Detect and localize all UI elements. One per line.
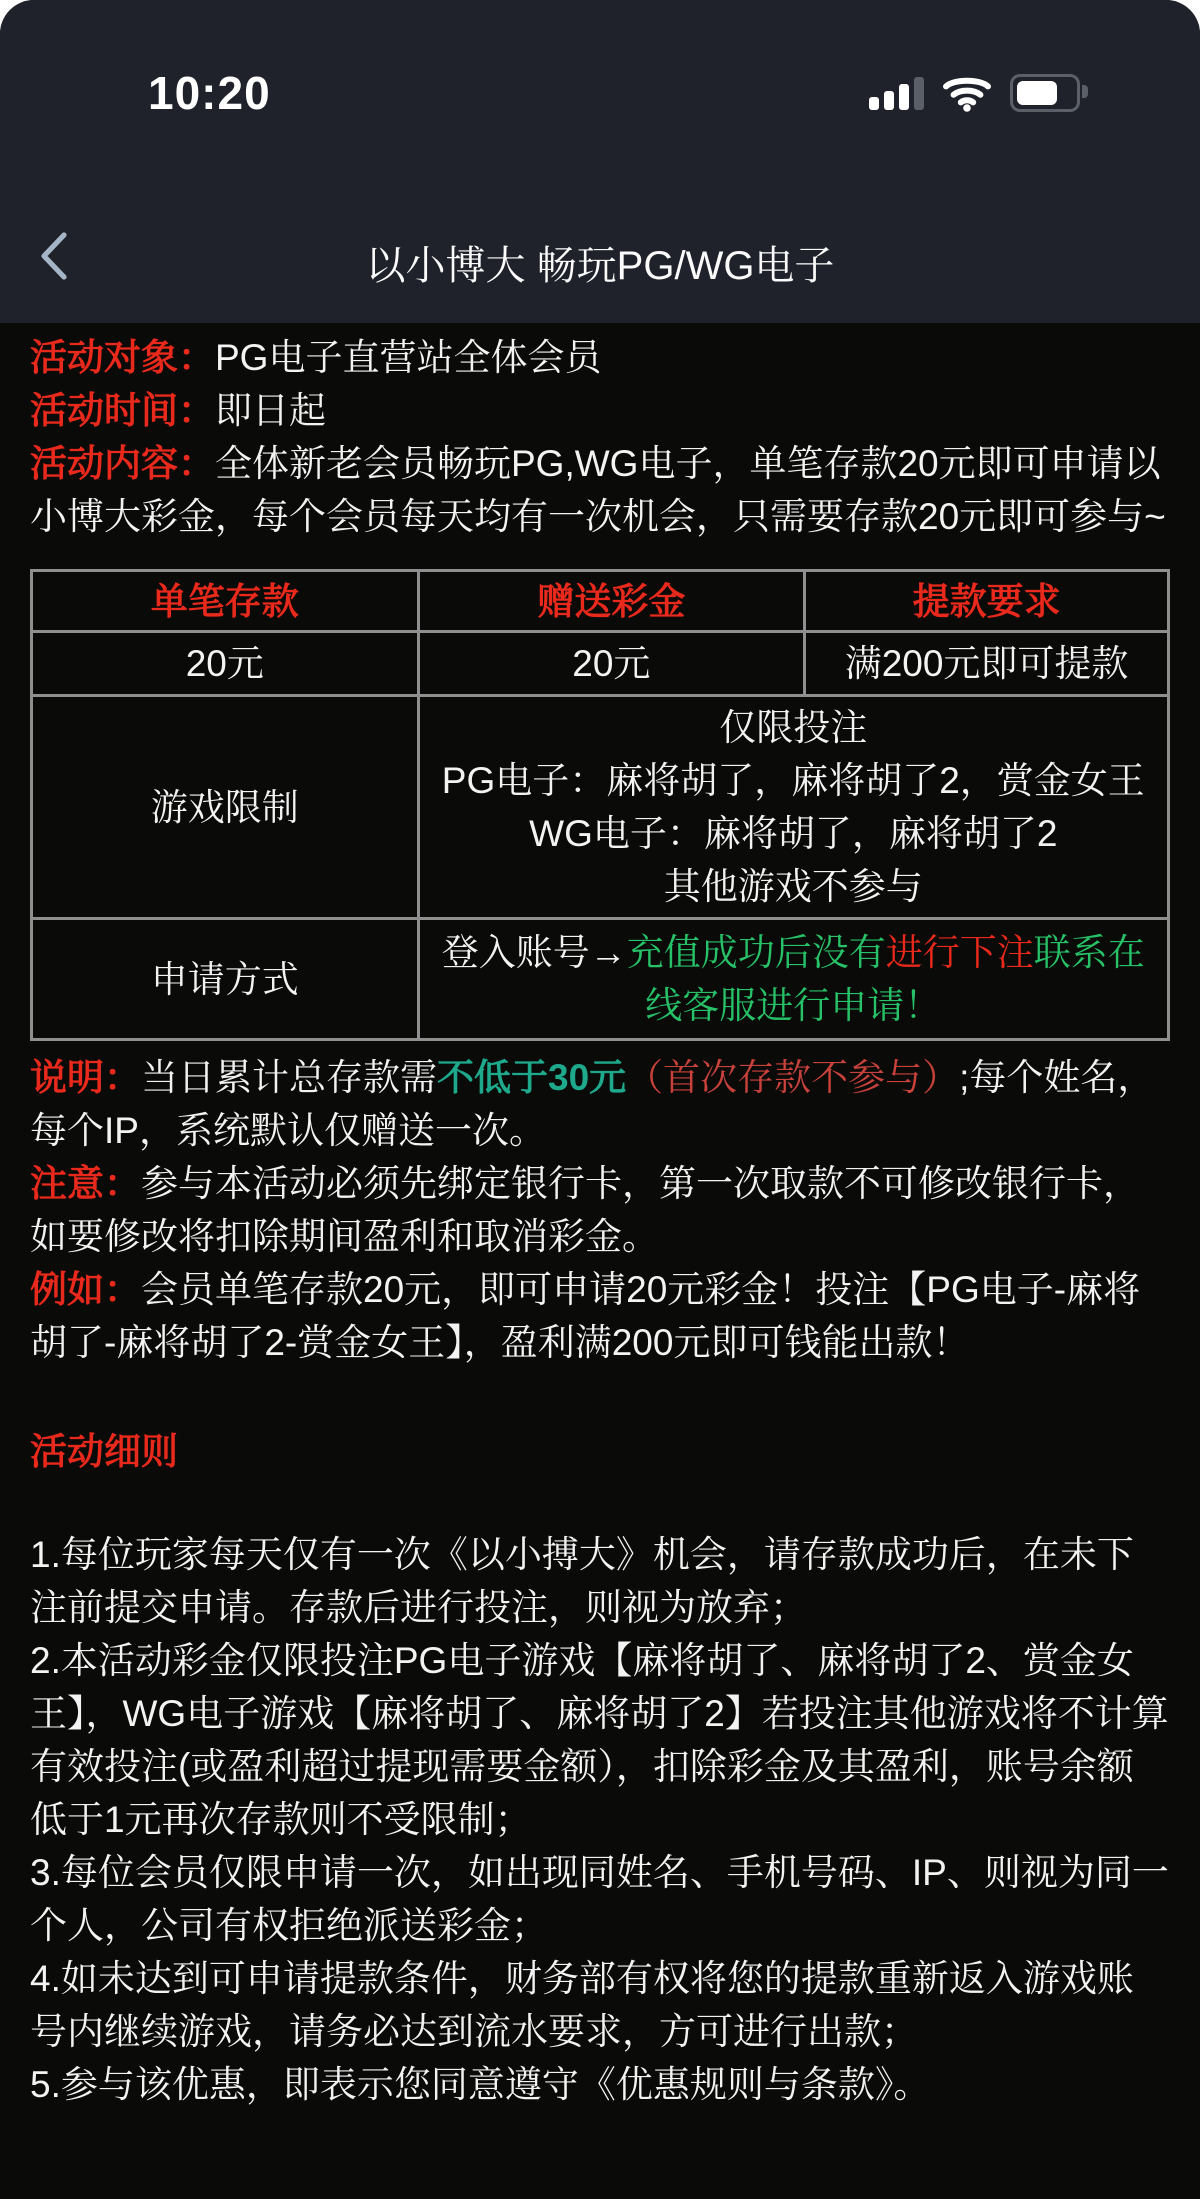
apply-segment: 登入账号→ <box>441 932 627 973</box>
header-deposit: 单笔存款 <box>32 571 419 632</box>
promo-content <box>0 323 1200 2111</box>
note-label: 说明： <box>30 1057 141 1098</box>
apply-segment: 充值成功后没有 <box>626 932 886 973</box>
field-value: 即日起 <box>215 390 326 431</box>
battery-icon <box>1010 74 1080 112</box>
cell-deposit-amount: 20元 <box>32 632 419 696</box>
note-segment: ;每个姓名，每个IP，系统默认仅赠送一次。 <box>30 1057 1155 1151</box>
note-label: 例如： <box>30 1269 141 1310</box>
cell-apply-detail <box>418 919 1168 1040</box>
field-value: PG电子直营站全体会员 <box>215 337 602 378</box>
table-game-limit-row <box>32 696 1169 919</box>
cell-bonus-amount: 20元 <box>418 632 805 696</box>
cell-game-limit-label: 游戏限制 <box>32 696 419 919</box>
table-header-row <box>32 571 1169 632</box>
table-values-row <box>32 632 1169 696</box>
field-label: 活动时间： <box>30 390 215 431</box>
apply-segment: 联系在线客服进行申请！ <box>645 932 1145 1026</box>
note-text: 参与本活动必须先绑定银行卡，第一次取款不可修改银行卡，如要修改将扣除期间盈利和取消彩金。 <box>30 1163 1140 1257</box>
note-text: 会员单笔存款20元，即可申请20元彩金！投注【PG电子-麻将胡了-麻将胡了2-赏金女王】，盈利满200元即可钱能出款！ <box>30 1269 1141 1363</box>
promo-target-line <box>30 331 1170 384</box>
rule-item: 4.如未达到可申请提款条件，财务部有权将您的提款重新返入游戏账号内继续游戏，请务必达到流水要求，方可进行出款； <box>30 1958 1134 2052</box>
header-bonus: 赠送彩金 <box>418 571 805 632</box>
cellular-signal-icon <box>869 76 924 110</box>
note-segment: （首次存款不参与） <box>626 1057 960 1098</box>
rules-title: 活动细则 <box>30 1431 178 1472</box>
rule-item: 2.本活动彩金仅限投注PG电子游戏【麻将胡了、麻将胡了2、赏金女王】，WG电子游戏【麻将胡了、麻将胡了2】若投注其他游戏将不计算有效投注(或盈利超过提现需要金额），扣除彩金及其盈利，账号余额低于1元再次存款则不受限制； <box>30 1640 1169 1840</box>
note-segment: 不低于30元 <box>437 1057 627 1098</box>
back-chevron-icon <box>40 231 68 281</box>
note-shuoming <box>30 1051 1170 1157</box>
clock-text: 10:20 <box>148 67 271 119</box>
table-apply-row <box>32 919 1169 1040</box>
promo-table <box>30 569 1170 1041</box>
note-liru <box>30 1263 1170 1369</box>
promo-detail-line <box>30 437 1170 543</box>
rules-list <box>30 1528 1170 2111</box>
game-limit-line: WG电子：麻将胡了，麻将胡了2 <box>529 813 1058 854</box>
note-zhuyi <box>30 1157 1170 1263</box>
app-header <box>0 0 1200 323</box>
note-segment: 当日累计总存款需 <box>141 1057 437 1098</box>
cell-apply-label: 申请方式 <box>32 919 419 1040</box>
page-title: 以小博大 畅玩PG/WG电子 <box>365 244 835 288</box>
rule-item: 3.每位会员仅限申请一次，如出现同姓名、手机号码、IP、则视为同一个人，公司有权拒绝派送彩金； <box>30 1852 1169 1946</box>
status-icons <box>869 70 1080 116</box>
apply-segment: 进行下注 <box>885 932 1034 973</box>
cell-withdraw-req: 满200元即可提款 <box>805 632 1169 696</box>
game-limit-line: 仅限投注 <box>719 707 868 748</box>
game-limit-line: PG电子：麻将胡了，麻将胡了2，赏金女王 <box>441 760 1145 801</box>
rule-item: 1.每位玩家每天仅有一次《以小搏大》机会，请存款成功后，在未下注前提交申请。存款后进行投注，则视为放弃； <box>30 1534 1134 1628</box>
promo-time-line <box>30 384 1170 437</box>
field-label: 活动内容： <box>30 443 215 484</box>
note-label: 注意： <box>30 1163 141 1204</box>
cell-game-limit-detail <box>418 696 1168 919</box>
field-label: 活动对象： <box>30 337 215 378</box>
header-withdraw: 提款要求 <box>805 571 1169 632</box>
rule-item: 5.参与该优惠，即表示您同意遵守《优惠规则与条款》。 <box>30 2064 931 2105</box>
field-value: 全体新老会员畅玩PG,WG电子，单笔存款20元即可申请以小博大彩金，每个会员每天均有一次机会，只需要存款20元即可参与~ <box>30 443 1166 537</box>
wifi-icon <box>942 74 992 112</box>
game-limit-line: 其他游戏不参与 <box>663 866 923 907</box>
back-button[interactable] <box>26 226 82 286</box>
